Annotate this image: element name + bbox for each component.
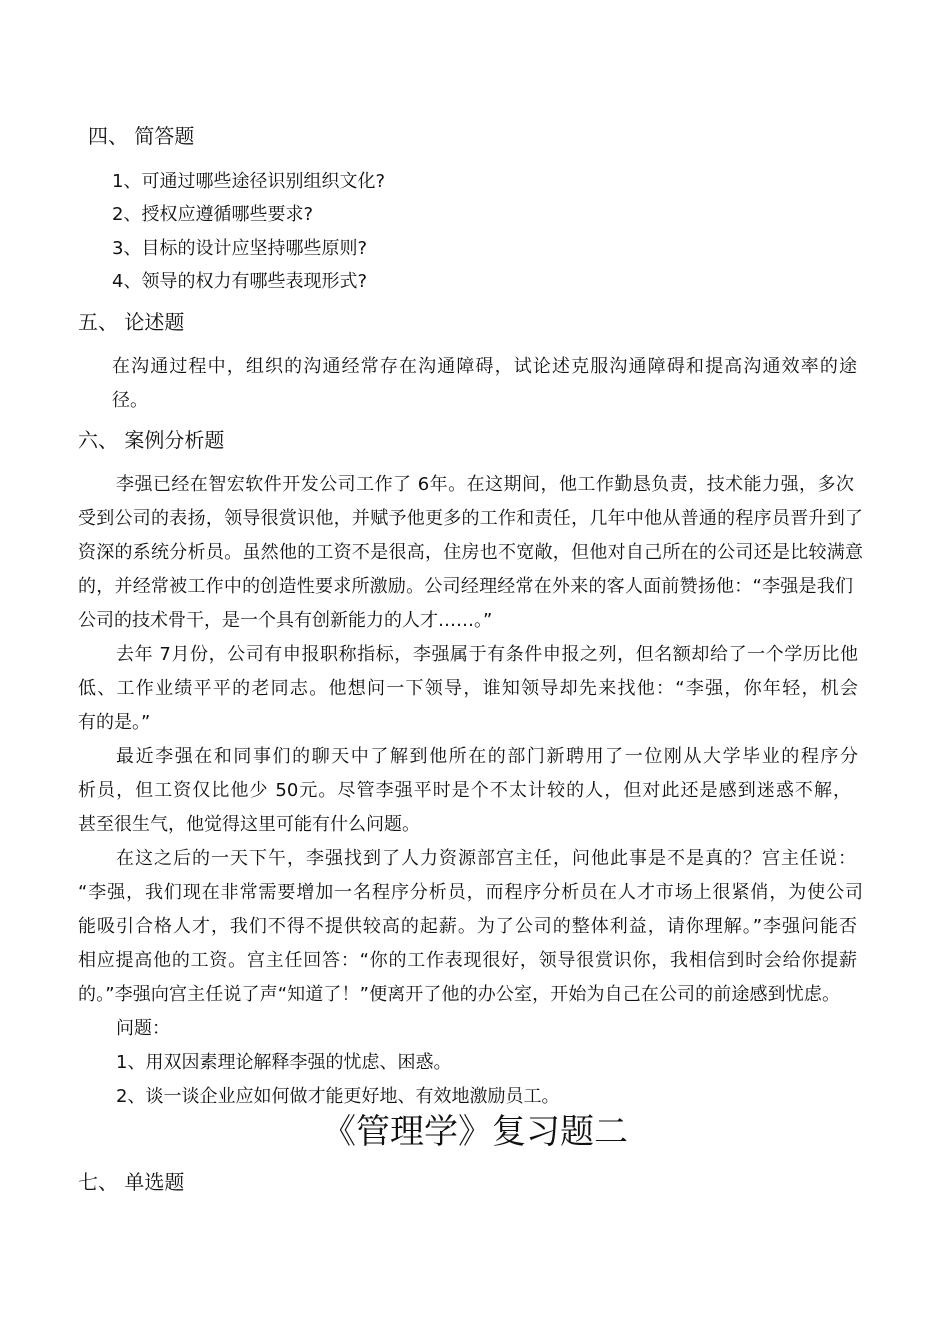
question-item: 3、目标的设计应坚持哪些原则? xyxy=(112,238,368,259)
case-paragraph-line: 公司的技术骨干，是一个具有创新能力的人才……。” xyxy=(78,610,493,631)
section-6-heading: 六、 案例分析题 xyxy=(78,428,225,452)
case-paragraph-line: 相应提高他的工资。宫主任回答：“你的工作表现很好，领导很赏识你，我相信到时会给你提薪 xyxy=(78,950,857,971)
case-paragraph-line: 在这之后的一天下午，李强找到了人力资源部宫主任，问他此事是不是真的？宫主任说： xyxy=(116,848,856,869)
case-paragraph-line: 低、工作业绩平平的老同志。他想问一下领导，谁知领导却先来找他：“李强，你年轻，机会 xyxy=(78,678,858,699)
case-question-item: 1、用双因素理论解释李强的忧虑、困惑。 xyxy=(116,1052,452,1073)
essay-question-line: 径。 xyxy=(112,390,148,411)
case-paragraph-line: 有的是。” xyxy=(78,712,151,733)
case-paragraph-line: 资深的系统分析员。虽然他的工资不是很高，住房也不宽敞，但他对自己所在的公司还是比较满意 xyxy=(78,542,863,563)
case-paragraph-line: “李强，我们现在非常需要增加一名程序分析员，而程序分析员在人才市场上很紧俏，为使公司 xyxy=(78,882,863,903)
document-title: 《管理学》复习题二 xyxy=(322,1112,628,1152)
case-paragraph-line: 受到公司的表扬，领导很赏识他，并赋予他更多的工作和责任，几年中他从普通的程序员晋升到了 xyxy=(78,508,863,529)
case-paragraph-line: 甚至很生气，他觉得这里可能有什么问题。 xyxy=(78,814,420,835)
case-question-label: 问题： xyxy=(116,1018,170,1039)
section-5-heading: 五、 论述题 xyxy=(78,310,185,334)
section-7-heading: 七、 单选题 xyxy=(78,1170,185,1194)
case-paragraph-line: 李强已经在智宏软件开发公司工作了 6年。在这期间，他工作勤恳负责，技术能力强，多次 xyxy=(116,474,854,495)
section-4-heading: 四、 简答题 xyxy=(88,124,195,148)
case-paragraph-line: 的，并经常被工作中的创造性要求所激励。公司经理经常在外来的客人面前赞扬他：“李强是我们 xyxy=(78,576,853,597)
case-paragraph-line: 能吸引合格人才，我们不得不提供较高的起薪。为了公司的整体利益，请你理解。”李强问能否 xyxy=(78,916,857,937)
case-question-item: 2、谈一谈企业应如何做才能更好地、有效地激励员工。 xyxy=(116,1086,560,1107)
case-paragraph-line: 析员，但工资仅比他少 50元。尽管李强平时是个不太计较的人，但对此还是感到迷惑不解， xyxy=(78,780,851,801)
question-item: 4、领导的权力有哪些表现形式? xyxy=(112,271,368,292)
question-item: 1、可通过哪些途径识别组织文化? xyxy=(112,171,386,192)
case-paragraph-line: 最近李强在和同事们的聊天中了解到他所在的部门新聘用了一位刚从大学毕业的程序分 xyxy=(116,746,858,767)
case-paragraph-line: 去年 7月份，公司有申报职称指标，李强属于有条件申报之列，但名额却给了一个学历比他 xyxy=(116,644,858,665)
question-item: 2、授权应遵循哪些要求? xyxy=(112,204,314,225)
case-paragraph-line: 的。”李强向宫主任说了声“知道了！”便离开了他的办公室，开始为自己在公司的前途感到忧虑。 xyxy=(78,984,840,1005)
essay-question-line: 在沟通过程中，组织的沟通经常存在沟通障碍，试论述克服沟通障碍和提高沟通效率的途 xyxy=(112,356,857,377)
